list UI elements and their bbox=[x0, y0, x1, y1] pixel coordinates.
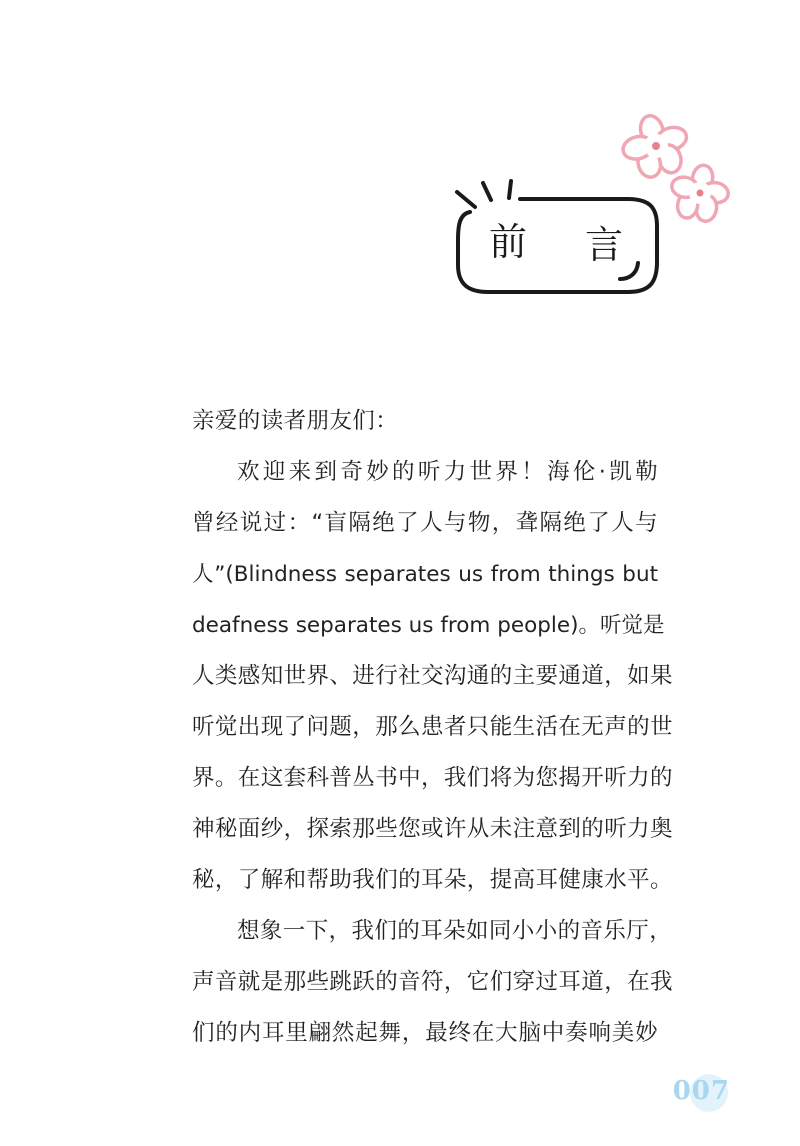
body-text bbox=[192, 396, 673, 1059]
page-number: 007 bbox=[672, 1076, 730, 1106]
text-line: 想象一下，我们的耳朵如同小小的音乐厅， bbox=[237, 918, 673, 944]
text-line: 们的内耳里翩然起舞，最终在大脑中奏响美妙 bbox=[192, 1020, 658, 1046]
text-line: 神秘面纱，探索那些您或许从未注意到的听力奥 bbox=[192, 816, 673, 842]
flower-icon bbox=[616, 108, 695, 184]
text-line: 人类感知世界、进行社交沟通的主要通道，如果 bbox=[192, 663, 673, 689]
text-line: 声音就是那些跳跃的音符，它们穿过耳道，在我 bbox=[192, 969, 673, 995]
page-title-char-2: 言 bbox=[585, 223, 624, 267]
text-line: 曾经说过：“盲隔绝了人与物，聋隔绝了人与 bbox=[192, 510, 658, 536]
text-line: 人”(Blindness separates us from things but bbox=[192, 562, 658, 587]
text-line: deafness separates us from people)。听觉是 bbox=[192, 613, 665, 638]
text-line: 界。在这套科普丛书中，我们将为您揭开听力的 bbox=[192, 765, 673, 791]
page-title-char-1: 前 bbox=[489, 220, 528, 264]
text-line: 听觉出现了问题，那么患者只能生活在无声的世 bbox=[192, 714, 673, 740]
speech-frame-icon bbox=[458, 199, 657, 292]
spark-lines-icon bbox=[457, 181, 511, 207]
text-line: 欢迎来到奇妙的听力世界！海伦·凯勒 bbox=[237, 459, 658, 485]
text-line: 秘，了解和帮助我们的耳朵，提高耳健康水平。 bbox=[192, 867, 673, 893]
text-line: 亲爱的读者朋友们： bbox=[192, 408, 399, 434]
title-decoration bbox=[0, 0, 800, 320]
